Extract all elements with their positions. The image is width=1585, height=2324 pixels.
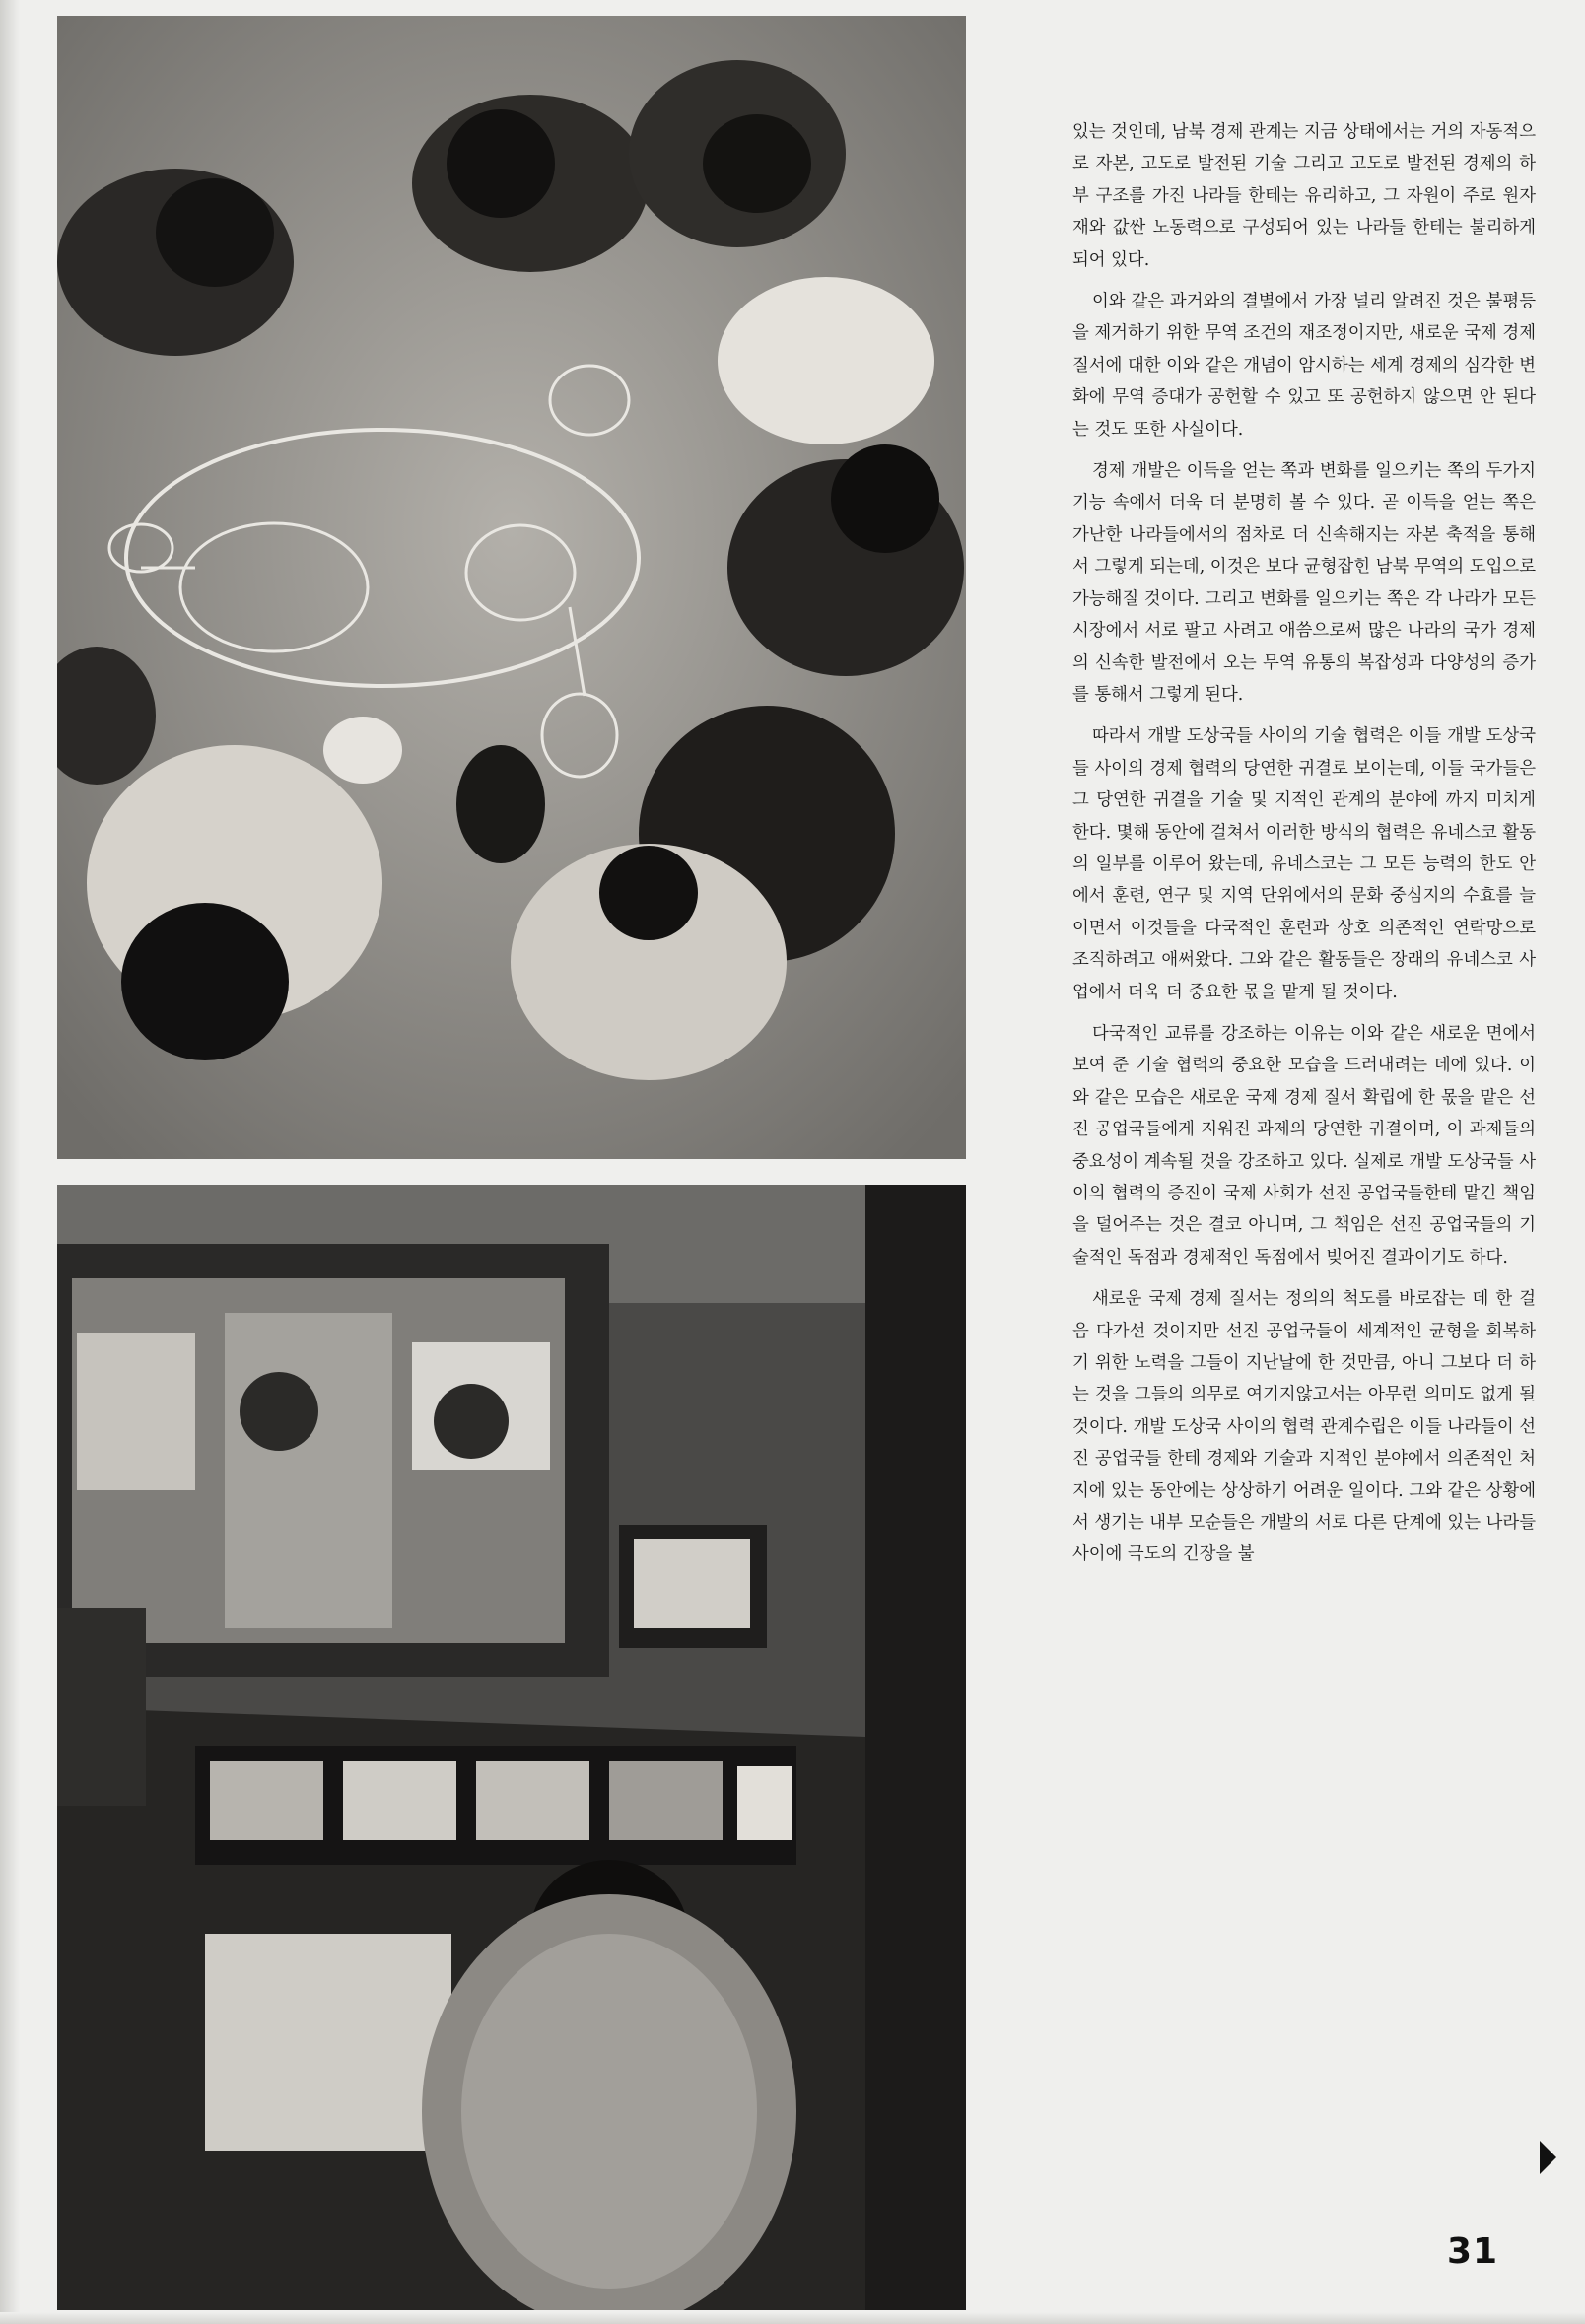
paragraph: 따라서 개발 도상국들 사이의 기술 협력은 이들 개발 도상국들 사이의 경제 협력의 당연한 귀결로 보이는데, 이들 국가들은 그 당연한 귀결을 기술 및 지적인 관계의 분야에 까지 미치게 한다. 몇해 동안에 걸쳐서 이러한 방식의 협력은 유네스코 활동의 일부를 이루어 왔는데, 유네스코는 그 모든 능력의 한도 안에서 훈련, 연구 및 지역 단위에서의 문화 중심지의 수효를 늘이면서 이것들을 다국적인 훈련과 상호 의존적인 연락망으로 조직하려고 애써왔다. 그와 같은 활동들은 장래의 유네스코 사업에서 더욱 더 중요한 몫을 맡게 될 것이다. [1072, 726, 1536, 1002]
continue-arrow-icon [1540, 2141, 1556, 2174]
paragraph: 이와 같은 과거와의 결별에서 가장 널리 알려진 것은 불평등을 제거하기 위한 무역 조건의 재조정이지만, 새로운 국제 경제 질서에 대한 이와 같은 개념이 암시하는 세계 경제의 심각한 변화에 무역 증대가 공헌할 수 있고 또 공헌하지 않으면 안 된다는 것도 또한 사실이다. [1072, 292, 1536, 440]
page-number: 31 [1447, 2231, 1499, 2272]
photo-children-chalk-drawing [57, 16, 966, 1159]
photo-children-graphic [57, 16, 966, 1159]
photo-tv-control-room [57, 1185, 966, 2310]
page-bottom-edge [0, 2312, 1585, 2324]
paragraph: 경제 개발은 이득을 얻는 쪽과 변화를 일으키는 쪽의 두가지 기능 속에서 더욱 더 분명히 볼 수 있다. 곧 이득을 얻는 쪽은 가난한 나라들에서의 점차로 더 신속해지는 자본 축적을 통해서 그렇게 되는데, 이것은 보다 균형잡힌 남북 무역의 도입으로 가능해질 것이다. 그리고 변화를 일으키는 쪽은 각 나라가 모든 시장에서 서로 팔고 사려고 애씀으로써 많은 나라의 국가 경제의 신속한 발전에서 오는 무역 유통의 복잡성과 다양성의 증가를 통해서 그렇게 된다. [1072, 461, 1536, 705]
page-edge [0, 0, 20, 2324]
paragraph: 있는 것인데, 남북 경제 관계는 지금 상태에서는 거의 자동적으로 자본, 고도로 발전된 기술 그리고 고도로 발전된 경제의 하부 구조를 가진 나라들 한테는 유리하고, 그 자원이 주로 원자재와 값싼 노동력으로 구성되어 있는 나라들 한테는 불리하게 되어 있다. [1072, 122, 1536, 270]
paragraph: 새로운 국제 경제 질서는 정의의 척도를 바로잡는 데 한 걸음 다가선 것이지만 선진 공업국들이 세계적인 균형을 회복하기 위한 노력을 그들이 지난날에 한 것만큼, 아니 그보다 더 하는 것을 그들의 의무로 여기지않고서는 아무런 의미도 없게 될 것이다. 개발 도상국 사이의 협력 관계수립은 이들 나라들이 선진 공업국들 한테 경제와 기술과 지적인 분야에서 의존적인 처지에 있는 동안에는 상상하기 어려운 일이다. 그와 같은 상황에서 생기는 내부 모순들은 개발의 서로 다른 단계에 있는 나라들 사이에 극도의 긴장을 불 [1072, 1289, 1536, 1565]
photo-control-room-graphic [57, 1185, 966, 2310]
article-text-column [1072, 116, 1536, 1581]
paragraph: 다국적인 교류를 강조하는 이유는 이와 같은 새로운 면에서 보여 준 기술 협력의 중요한 모습을 드러내려는 데에 있다. 이와 같은 모습은 새로운 국제 경제 질서 확립에 한 몫을 맡은 선진 공업국들에게 지워진 과제의 당연한 귀결이며, 이 과제들의 중요성이 계속될 것을 강조하고 있다. 실제로 개발 도상국들 사이의 협력의 증진이 국제 사회가 선진 공업국들한테 맡긴 책임을 덜어주는 것은 결코 아니며, 그 책임은 선진 공업국들의 기술적인 독점과 경제적인 독점에서 빚어진 결과이기도 하다. [1072, 1023, 1536, 1267]
